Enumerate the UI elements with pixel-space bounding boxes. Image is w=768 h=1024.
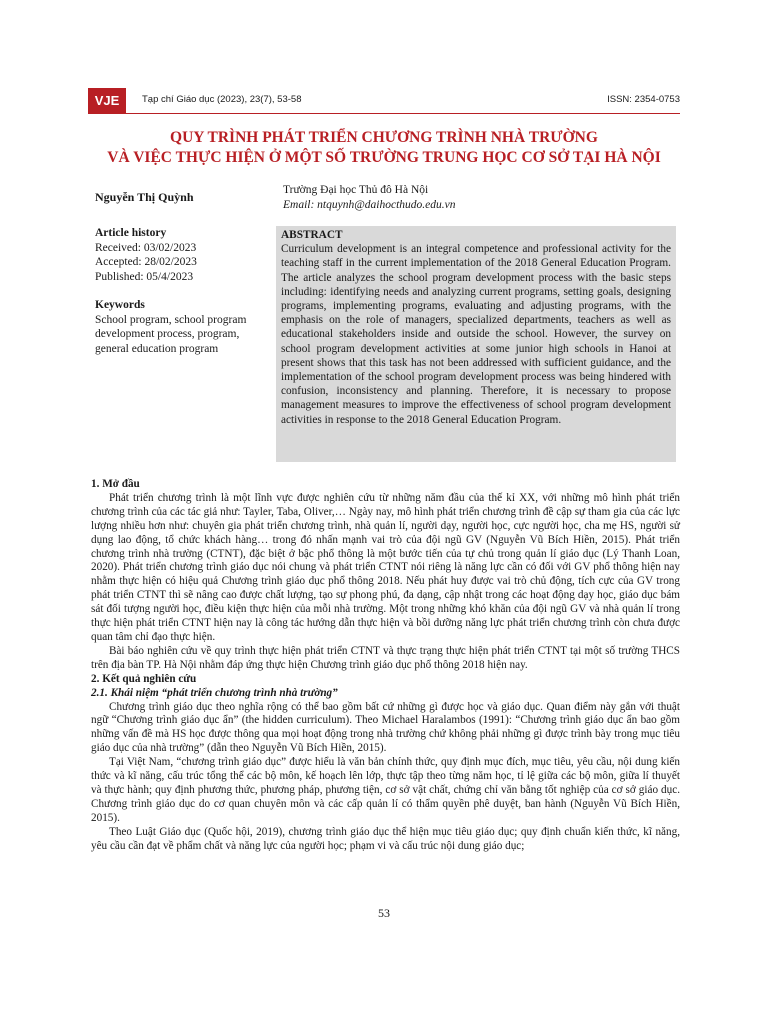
accepted-date: Accepted: 28/02/2023: [95, 256, 197, 268]
affiliation: Trường Đại học Thủ đô Hà Nội: [283, 184, 429, 196]
journal-citation: Tạp chí Giáo dục (2023), 23(7), 53-58: [142, 94, 302, 105]
article-title: [88, 128, 680, 168]
paragraph-5: Theo Luật Giáo dục (Quốc hội, 2019), chương trình giáo dục thể hiện mục tiêu giáo dục; quy định chuẩn kiến thức, kĩ năng, yêu cầu cần đạt về phẩm chất và năng lực của người học; phạm vi và cấu trúc nội dung giáo dục;: [91, 825, 680, 852]
paragraph-1: Phát triển chương trình là một lĩnh vực được nghiên cứu từ những năm đầu của thế kỉ XX, với những mô hình phát triển chương trình của các tác giả như: Tayler, Taba, Oliver,… Ngày nay, mô hình phát triển chương trình đề cập sự tham gia của các lực lượng nhiều hơn như: chuyên gia phát triển chương trình, nhà quản lí, người dạy, người học, cực người học, cha mẹ HS, người sử dụng lao động, tổ chức khách hàng… trong đó nhấn mạnh vai trò của đội ngũ GV (Nguyễn Vũ Bích Hiền, 2015). Phát triển chương trình nhà trường (CTNT), đặc biệt ở bậc phổ thông là một bước tiến của tự chủ trong quản lí giáo dục (Lý Thanh Loan, 2020). Phát triển chương trình giáo dục nói chung và phát triển CTNT nói riêng là năng lực cần có đối với GV phổ thông hiện nay nhằm thực hiện có hiệu quả Chương trình giáo dục phổ thông 2018. Nếu phát huy được vai trò chủ động, tích cực của GV trong phát triển CTNT thì sẽ nâng cao được chất lượng, tạo sự phong phú, đa dạng, cập nhật trong các hoạt động dạy học, giáo dục bám sát đối tượng người học, điều kiện thực hiện của mỗi nhà trường. Một trong những khó khăn của đội ngũ GV và nhà quản lí trong thực hiện phát triển CTNT hiện nay là công tác hướng dẫn thực hiện và bồi dưỡng năng lực phát triển chương trình còn chưa được quan tâm chỉ đạo thực hiện.: [91, 491, 680, 643]
author-email: Email: ntquynh@daihocthudo.edu.vn: [283, 199, 456, 211]
paragraph-2: Bài báo nghiên cứu về quy trình thực hiện phát triển CTNT và thực trạng thực hiện phát triển CTNT tại một số trường THCS trên địa bàn TP. Hà Nội nhằm đáp ứng thực hiện Chương trình giáo dục phổ thông 2018 hiện nay.: [91, 644, 680, 671]
journal-issn: ISSN: 2354-0753: [607, 94, 680, 105]
keywords-heading: Keywords: [95, 299, 145, 311]
received-date: Received: 03/02/2023: [95, 241, 197, 254]
section-1-heading: 1. Mở đầu: [91, 478, 140, 490]
abstract-box: [276, 226, 676, 462]
page-number: 53: [378, 906, 390, 920]
author-name: Nguyễn Thị Quỳnh: [95, 190, 194, 204]
header-rule: [126, 113, 680, 114]
section-2-heading: 2. Kết quả nghiên cứu: [91, 672, 197, 685]
journal-header: [88, 88, 680, 114]
article-info-sidebar: [95, 226, 267, 356]
section-2-1-heading: 2.1. Khái niệm “phát triển chương trình nhà trường”: [91, 686, 338, 699]
paragraph-4: Tại Việt Nam, “chương trình giáo dục” được hiểu là văn bản chính thức, quy định mục đích, mục tiêu, yêu cầu, nội dung kiến thức và kĩ năng, cấu trúc tổng thể các bộ môn, kế hoạch lên lớp, thực tập theo từng năm học, tỉ lệ giữa các bộ môn, giữa lí thuyết và thực hành; quy định phương thức, phương pháp, phương tiện, cơ sở vật chất, chứng chỉ văn bằng tốt nghiệp của cơ sở giáo dục. Chương trình giáo dục do cơ quan chuyên môn và các cấp quản lí có thẩm quyền phê duyệt, ban hành (Nguyễn Vũ Bích Hiền, 2015).: [91, 756, 680, 824]
abstract-heading: ABSTRACT: [281, 229, 343, 241]
article-body: [91, 478, 680, 853]
paragraph-3: Chương trình giáo dục theo nghĩa rộng có thể bao gồm bất cứ những gì được học và giáo dục. Quan điểm này gắn với thuật ngữ “Chương trình giáo dục ẩn” (the hidden curriculum). Theo Michael Haralambos (1991): “Chương trình giáo dục ẩn bao gồm những vấn đề mà HS học được thông qua mọi hoạt động trong nhà trường chứ không phải những gì được trình bày trong mục tiêu giáo dục của nhà trường” (dẫn theo Nguyễn Vũ Bích Hiền, 2015).: [91, 700, 680, 755]
article-history-heading: Article history: [95, 227, 167, 239]
published-date: Published: 05/4/2023: [95, 270, 194, 283]
title-line-2: VÀ VIỆC THỰC HIỆN Ở MỘT SỐ TRƯỜNG TRUNG HỌC CƠ SỞ TẠI HÀ NỘI: [107, 149, 661, 166]
author-affiliation-block: [283, 183, 456, 213]
title-line-1: QUY TRÌNH PHÁT TRIỂN CHƯƠNG TRÌNH NHÀ TRƯỜNG: [170, 129, 598, 146]
abstract-text: Curriculum development is an integral competence and professional activity for the teaching staff in the current implementation of the 2018 General Education Program. The article analyzes the school program development process with the basic steps including: identifying needs and analyzing current programs, setting goals, designing programs, implementing programs, evaluating and adjusting programs, with the emphasis on the role of managers, specialized departments, teachers as well as educational stakeholders inside and outside the school. However, the survey on school program development activities at some junior high schools in Hanoi at present shows that this task has not been addressed with sufficient guidance, and the implementation of the school program development process was being hindered with confusion, inconsistency and planning. Therefore, it is necessary to propose management measures to improve the effectiveness of school program development activities in response to the 2018 General Education Program.: [281, 243, 671, 426]
keywords-text: School program, school program development process, program, general education program: [95, 313, 247, 355]
journal-logo: VJE: [88, 88, 126, 114]
